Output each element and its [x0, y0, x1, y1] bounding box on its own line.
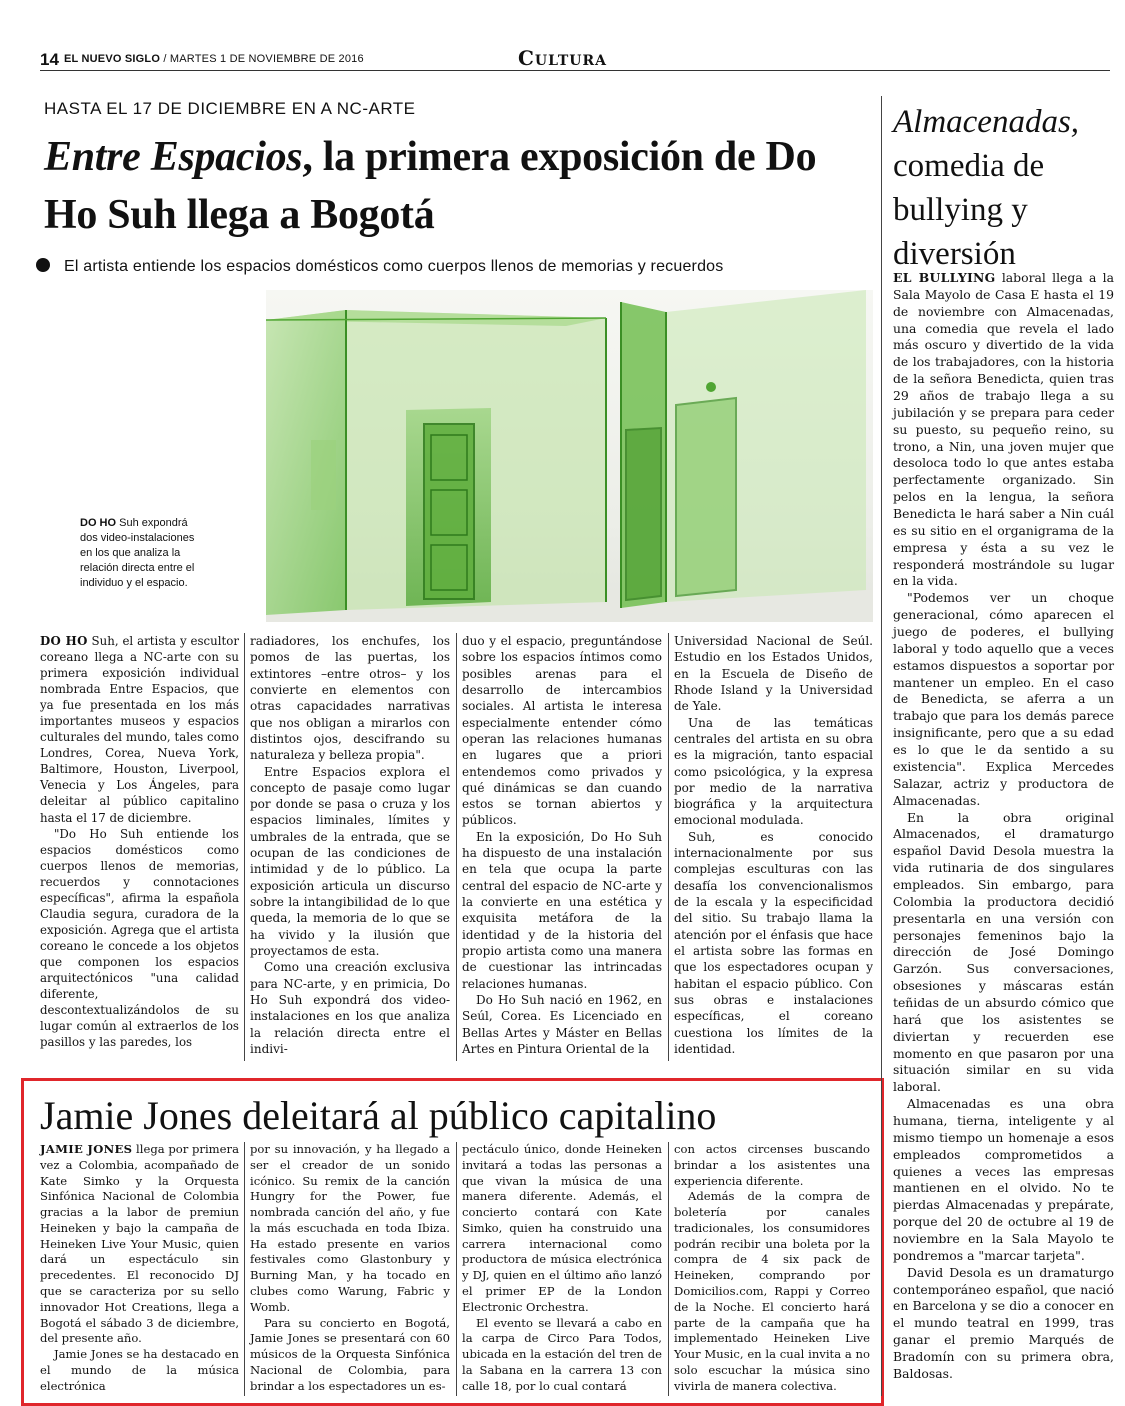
paragraph	[40, 1142, 239, 1347]
paragraph-text: llega por primera vez a Colombia, acompañado de Kate Simko y la Orquesta Sinfónica Nacional de Colombia gracias a la labor de premiun Heineken y bajo la campaña de Heineken Live Your Music, quien dará un espectáculo sin precedentes. El reconocido DJ que se caracteriza por su sello innovador Hot Creations, llega a Bogotá el sábado 3 de diciembre, del presente año.	[40, 1142, 239, 1346]
paragraph: Suh, es conocido internacionalmente por sus complejas esculturas con las desafía los convencionalismos de la escala y la especificidad del sitio. Su trabajo llama la atención por el énfasis que hace el artista sobre las formas en que los espectadores ocupan y habitan el espacio público. Con sus obras e instalaciones específicas, el coreano cuestiona los límites de la identidad.	[674, 829, 873, 1056]
paragraph: El evento se llevará a cabo en la carpa de Circo Para Todos, ubicada en la estación del tren de la Sabana en la carrera 13 con calle 18, por lo cual contará	[462, 1315, 662, 1393]
paragraph: por su innovación, y ha llegado a ser el creador de un sonido icónico. Su remix de la canción Hungry for the Power, fue nombrada canción del año, y fue la más escuchada en toda Ibiza. Ha estado presente en varios festivales como Glastonbury y Burning Man, y ha tocado en clubes como Warung, Fabric y Womb.	[250, 1142, 450, 1314]
header-rule	[40, 70, 1110, 71]
bullet-icon	[36, 258, 50, 272]
paragraph: con actos circenses buscando brindar a los asistentes una experiencia diferente.	[674, 1142, 870, 1188]
column-rule	[244, 633, 245, 1061]
main-col-2	[250, 633, 450, 1057]
jamie-col-1	[40, 1142, 239, 1395]
jamie-headline: Jamie Jones deleitará al público capitalino	[40, 1093, 717, 1138]
headline-italic: Entre Espacios	[44, 134, 303, 180]
jamie-col-4	[674, 1142, 870, 1395]
paragraph: Entre Espacios explora el concepto de pasaje como lugar por donde se pasa o cruza y los espacios liminales, límites y umbrales de la entrada, que se ocupan de las condiciones de intimidad y de lo público. La exposición articula un discurso sobre la intangibilidad de lo que queda, la memoria de lo que se ha vivido y la ilusión que proyectamos de esta.	[250, 764, 450, 958]
paragraph: Do Ho Suh nació en 1962, en Seúl, Corea. Es Licenciado en Bellas Artes y Máster en Bellas Artes en Pintura Oriental de la	[462, 992, 662, 1056]
caption-lead: DO HO	[80, 517, 117, 529]
paragraph: Para su concierto en Bogotá, Jamie Jones se presentará con 60 músicos de la Orquesta Sinfónica Nacional de Colombia, para brindar a los espectadores un es-	[250, 1315, 450, 1393]
lead-in: EL BULLYING	[893, 270, 996, 285]
paragraph: radiadores, los enchufes, los pomos de las puertas, los extintores –entre otros– y los convierte en elementos con otras capacidades narrativas que nos obligan a mirarlos con distintos ojos, descifrando su naturaleza y belleza propia".	[250, 634, 450, 763]
paragraph: Almacenadas es una obra humana, tierna, inteligente y al mismo tiempo un homenaje a esos empleados comprometidos a quienes a veces las empresas mantienen en el olvido. No te pierdas Almacenadas y prepárate, porque del 20 de octubre al 19 de noviembre en la Sala Mayolo te pondremos a "marcar tarjeta".	[893, 1096, 1114, 1263]
kicker: HASTA EL 17 DE DICIEMBRE EN A NC-ARTE	[44, 99, 416, 118]
paragraph: Jamie Jones se ha destacado en el mundo de la música electrónica	[40, 1347, 239, 1393]
page-number: 14	[40, 50, 59, 69]
paragraph	[893, 270, 1114, 590]
paragraph: En la exposición, Do Ho Suh ha dispuesto de una instalación en tela que ocupa la parte central del espacio de NC-arte y la convierte en una estética y exquisita metáfora de la identidad y de la historia del propio artista como una manera de cuestionar las intrincadas relaciones humanas.	[462, 829, 662, 991]
side-title-rest: comedia de bullying y diversión	[893, 148, 1045, 272]
lead-in: DO HO	[40, 634, 88, 648]
column-rule	[244, 1142, 245, 1396]
headline	[44, 128, 874, 244]
side-column	[893, 270, 1114, 1383]
main-col-1	[40, 633, 239, 1050]
paragraph: Una de las temáticas centrales del artista en su obra es la migración, tanto espacial como psicológica, y la expresa por medio de la narrativa biográfica y la arquitectura emocional modulada.	[674, 715, 873, 828]
paragraph-text: laboral llega a la Sala Mayolo de Casa E hasta el 19 de noviembre con Almacenadas, una comedia que revela el lado más oscuro y divertido de la vida de los trabajadores, con la historia de la señora Benedicta, quien tras 29 años de trabajo llega a su jubilación y se prepara para ceder su puesto, su pequeño reino, su trono, a Nin, una joven mujer que desoloca todo lo que antes estaba perfectamente organizado. Sin pelos en la lengua, la señora Benedicta le hará saber a Nin cuál es su sitio en el organigrama de la empresa y ésta a su vez le responderá mostrándole su lugar en la vida.	[893, 270, 1114, 589]
main-col-4	[674, 633, 873, 1057]
column-rule	[456, 1142, 457, 1396]
caption-text: Suh expondrá dos video-instalaciones en los que analiza la relación directa entre el individuo y el espacio.	[80, 517, 195, 589]
paragraph: Universidad Nacional de Seúl. Estudio en los Estados Unidos, en la Escuela de Diseño de Rhode Island y la Universidad de Yale.	[674, 634, 873, 714]
paragraph: "Do Ho Suh entiende los espacios domésticos como cuerpos llenos de memorias, recuerdos y connotaciones específicas", afirma la española Claudia segura, curadora de la exposición. Agrega que el artista coreano le concede a los objetos que componen los espacios arquitectónicos "una calidad diferente, descontextualizándolos de su lugar común al extraerlos de los pasillos y las paredes, los	[40, 826, 239, 1050]
column-rule	[668, 1142, 669, 1396]
publication-name: EL NUEVO SIGLO	[64, 53, 161, 65]
paragraph: Además de la compra de boletería por canales tradicionales, los consumidores podrán recibir una boleta por la compra de 4 six pack de Heineken, comprando por Domicilios.com, Rappi y Correo de la Noche. El concierto hará parte de la campaña que ha implementado Heineken Live Your Music, en la cual invita a no solo escuchar la música sino vivirla de manera colectiva.	[674, 1189, 870, 1393]
paragraph: "Podemos ver un choque generacional, cómo aparecen el juego de poderes, el bullying laboral y todo aquello que a veces estamos dispuestos a soportar por mantener un empleo. En el caso de Benedicta, se aferra a un trabajo que para los demás parece insignificante, pero que a su edad es lo que le da sentido a su existencia". Explica Mercedes Salazar, actriz y productora de Almacenadas.	[893, 590, 1114, 808]
sidebar-rule	[881, 96, 882, 1396]
green-fabric-installation-image	[266, 290, 873, 622]
paragraph	[40, 633, 239, 826]
dateline: / MARTES 1 DE NOVIEMBRE DE 2016	[163, 53, 364, 65]
headline-rest: , la primera exposición de Do Ho Suh llega a Bogotá	[44, 134, 817, 238]
installation-photo	[266, 290, 873, 622]
jamie-col-3	[462, 1142, 662, 1395]
deck-text: El artista entiende los espacios domésticos como cuerpos llenos de memorias y recuerdos	[64, 258, 724, 275]
publication-line	[64, 53, 364, 65]
main-col-3	[462, 633, 662, 1057]
section-name: Cultura	[518, 46, 607, 70]
lead-in: JAMIE JONES	[40, 1142, 133, 1156]
column-rule	[668, 633, 669, 1061]
paragraph: duo y el espacio, preguntándose sobre los espacios íntimos como posibles arenas para el desarrollo de intercambios sociales. Al artista le interesa especialmente entender cómo operan las relaciones humanas en lugares que a priori entendemos como privados y qué dinámicas se dan cuando estos se tornan abiertos y públicos.	[462, 634, 662, 828]
paragraph: pectáculo único, donde Heineken invitará a todas las personas a que vivan la música de una manera diferente. Además, el concierto contará con Kate Simko, quien ha construido una carrera internacional como productora de música electrónica y DJ, quien en el último año lanzó el primer EP de la London Electronic Orchestra.	[462, 1142, 662, 1314]
paragraph: En la obra original Almacenados, el dramaturgo español David Desola muestra la vida rutinaria de dos singulares empleados. Sin embargo, para Colombia la productora decidió presentarla en una versión con personajes femeninos bajo la dirección de José Domingo Garzón. Sus conversaciones, obsesiones y máscaras están teñidas de un absurdo cómico que hará que los asistentes se diviertan y recuerden ese momento en que pasaron por una situación similar en su vida laboral.	[893, 809, 1114, 1095]
paragraph-text: Suh, el artista y escultor coreano llega a NC-arte con su primera exposición individual nombrada Entre Espacios, que ya fue presentada en los más importantes museos y espacios culturales del mundo, tales como Londres, Corea, Nueva York, Baltimore, Houston, Liverpool, Venecia y Los Ángeles, para deleitar al público capitalino hasta el 17 de diciembre.	[40, 634, 239, 825]
deck	[36, 258, 724, 276]
jamie-col-2	[250, 1142, 450, 1395]
paragraph: David Desola es un dramaturgo contemporáneo español, que nació en Barcelona y se dio a conocer en el mundo teatral en 1999, tras ganar el premio Marqués de Bradomín con su primera obra, Baldosas.	[893, 1264, 1114, 1381]
column-rule	[456, 633, 457, 1061]
side-title-italic: Almacenadas,	[893, 104, 1080, 140]
paragraph: Como una creación exclusiva para NC-arte, y en primicia, Do Ho Suh expondrá dos video-instalaciones en los que analiza la relación directa entre el indivi-	[250, 960, 450, 1056]
photo-caption	[80, 516, 208, 591]
side-title	[893, 100, 1113, 276]
